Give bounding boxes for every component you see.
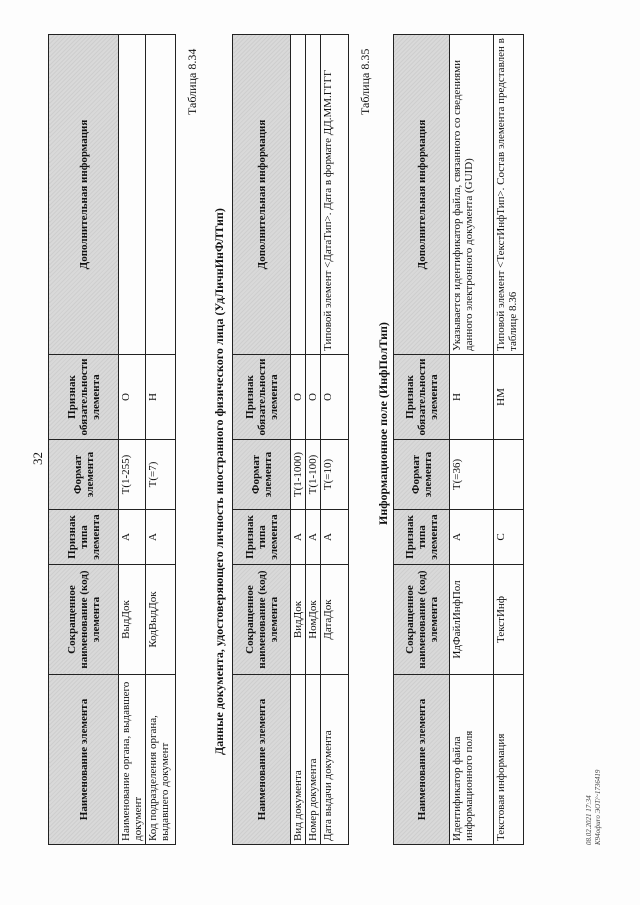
cell: Типовой элемент <ТекстИнфТип>. Состав элемента представлен в таблице 8.36 [494,35,524,355]
table-row [119,35,146,845]
cell: Вид документа [291,675,306,845]
header-cell: Формат элемента [49,440,119,510]
table-continuation [48,34,176,845]
table-identity-document [232,34,349,845]
cell [306,35,321,355]
table-header-row [233,35,291,845]
header-cell: Признак типа элемента [394,510,450,565]
cell: Т(=10) [321,440,349,510]
cell: О [321,355,349,440]
table-header-row [49,35,119,845]
cell: Дата выдачи документа [321,675,349,845]
cell: Н [450,355,494,440]
cell: А [306,510,321,565]
cell: НМ [494,355,524,440]
cell: Код подразделения органа, выдавшего документ [146,675,176,845]
document-stamp [585,770,603,845]
header-cell: Признак типа элемента [233,510,291,565]
cell: ДатаДок [321,565,349,675]
cell: А [146,510,176,565]
cell: О [306,355,321,440]
table-row [494,35,524,845]
cell: КодВыдДок [146,565,176,675]
cell [494,440,524,510]
cell: Т(1-255) [119,440,146,510]
header-cell: Признак обязательности элемента [394,355,450,440]
cell: НомДок [306,565,321,675]
header-cell: Дополнительная информация [233,35,291,355]
cell: Типовой элемент <ДатаТип>. Дата в формате ДД.ММ.ГГГГ [321,35,349,355]
header-cell: Сокращенное наименование (код) элемента [233,565,291,675]
cell: А [450,510,494,565]
cell: О [119,355,146,440]
table-caption: Таблица 8.34 [185,48,199,115]
table-row [306,35,321,845]
cell: ИдФайлИнфПол [450,565,494,675]
header-cell: Признак обязательности элемента [49,355,119,440]
table-caption: Таблица 8.35 [358,48,372,115]
cell: А [291,510,306,565]
cell: А [119,510,146,565]
cell: ТекстИнф [494,565,524,675]
header-cell: Сокращенное наименование (код) элемента [49,565,119,675]
table-header-row [394,35,450,845]
cell: ВидДок [291,565,306,675]
table-heading: Информационное поле (ИнфПолТип) [376,322,390,525]
cell: О [291,355,306,440]
table-row [321,35,349,845]
table-info-field [393,34,524,845]
cell: С [494,510,524,565]
cell: Н [146,355,176,440]
cell: Указывается идентификатор файла, связанного со сведениями данного электронного документа (GUID) [450,35,494,355]
cell: Т(1-100) [306,440,321,510]
cell: Наименование органа, выдавшего документ [119,675,146,845]
cell: Текстовая информация [494,675,524,845]
cell: Т(1-1000) [291,440,306,510]
stamp-line: 08.02.2021 17:34 [585,795,593,845]
header-cell: Формат элемента [233,440,291,510]
cell [291,35,306,355]
header-cell: Сокращенное наименование (код) элемента [394,565,450,675]
cell: Номер документа [306,675,321,845]
cell [119,35,146,355]
header-cell: Признак обязательности элемента [233,355,291,440]
cell [146,35,176,355]
cell: ВыдДок [119,565,146,675]
header-cell: Формат элемента [394,440,450,510]
cell: Т(=7) [146,440,176,510]
cell: Т(=36) [450,440,494,510]
table-row [450,35,494,845]
header-cell: Наименование элемента [394,675,450,845]
stamp-line: К94офиrо ЭОТ/~1736419 [594,769,602,845]
table-row [146,35,176,845]
header-cell: Дополнительная информация [394,35,450,355]
cell: Идентификатор файла информационного поля [450,675,494,845]
header-cell: Дополнительная информация [49,35,119,355]
header-cell: Наименование элемента [49,675,119,845]
page-number: 32 [30,452,45,465]
table-heading: Данные документа, удостоверяющего личность иностранного физического лица (УдЛичнИнФЛТип) [212,208,226,755]
header-cell: Признак типа элемента [49,510,119,565]
table-row [291,35,306,845]
cell: А [321,510,349,565]
header-cell: Наименование элемента [233,675,291,845]
